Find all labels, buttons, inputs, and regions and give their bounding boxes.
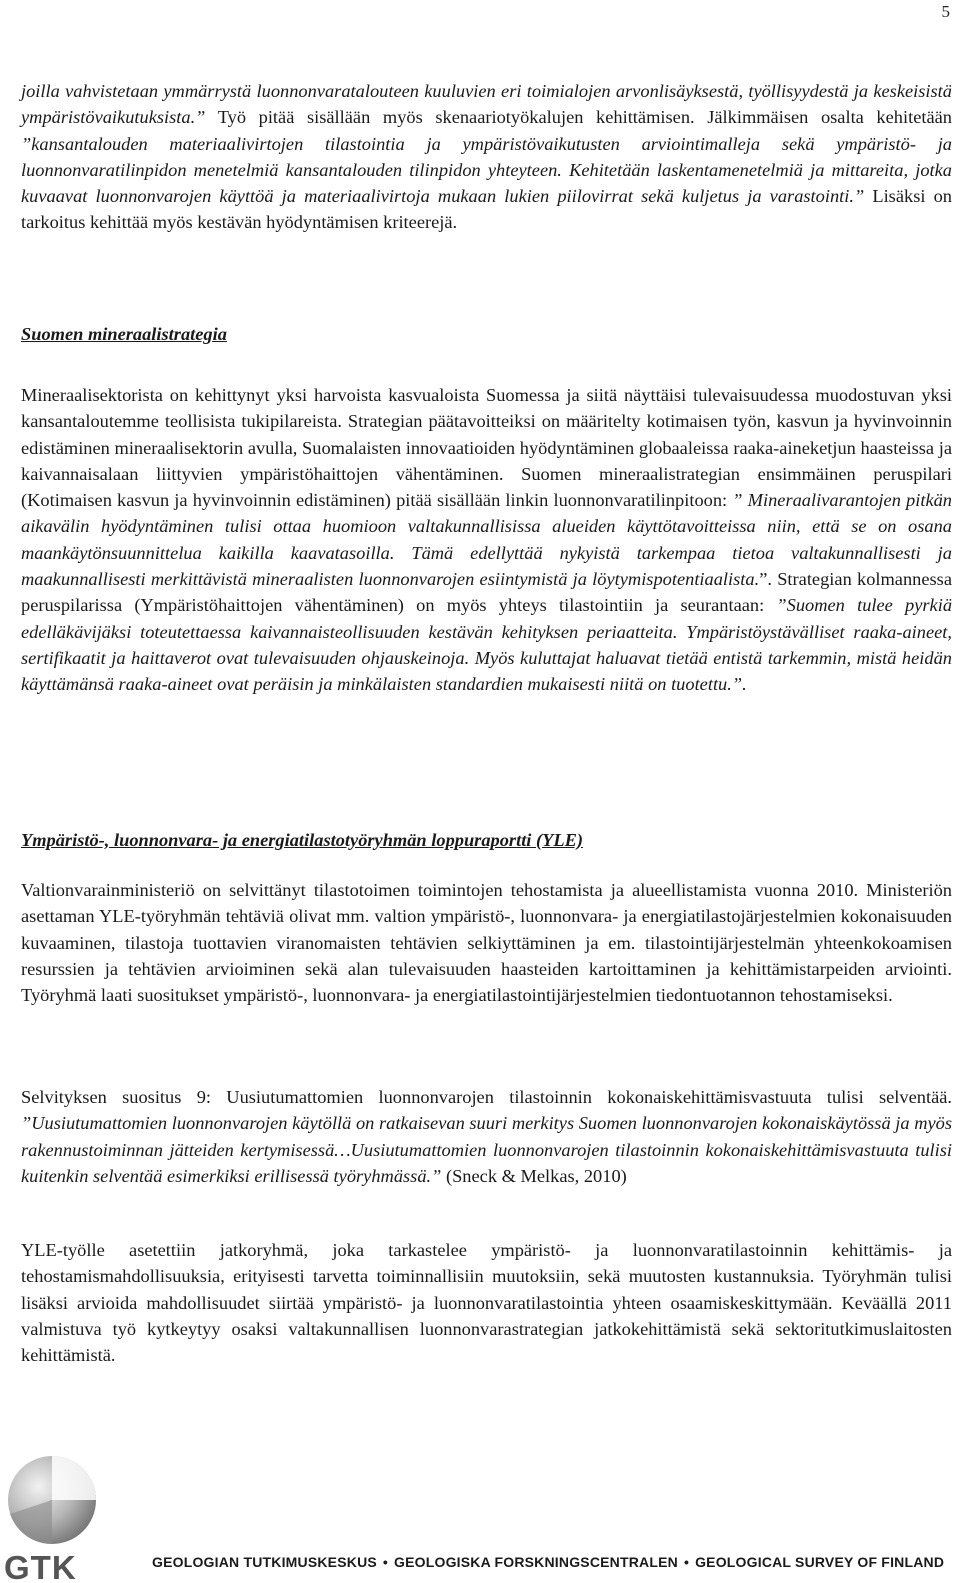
body-text: Työ pitää sisällään myös skenaariotyökalujen kehittämisen. Jälkimmäisen osalta kehitetään bbox=[205, 107, 952, 128]
quote-text: ”Uusiutumattomien luonnonvarojen käytöllä on ratkaisevan suuri merkitys Suomen luonnonvarojen kokonaiskäytössä ja myös rakennustoiminnan jätteiden kertymisessä…Uusiutumattomien luonnonvarojen tilastoinnin kokonaiskehittämisvastuuta tulisi kuitenkin selventää esimerkiksi erillisessä työryhmässä.” bbox=[21, 1113, 952, 1186]
body-text: Selvityksen suositus 9: Uusiutumattomien luonnonvarojen tilastoinnin kokonaiskehittämisvastuuta tulisi selventää. bbox=[21, 1087, 952, 1107]
org-name-finnish: GEOLOGIAN TUTKIMUSKESKUS bbox=[152, 1554, 377, 1570]
footer bbox=[0, 1440, 960, 1583]
section-heading-yle-report: Ympäristö-, luonnonvara- ja energiatilastotyöryhmän loppuraportti (YLE) bbox=[21, 830, 583, 850]
quote-text: joilla vahvistetaan ymmärrystä luonnonvaratalouteen kuuluvien eri toimialojen arvonlisäyksestä, työllisyydestä ja keskeisistä ympäristövaikutuksista.” bbox=[21, 81, 952, 128]
bullet-separator: • bbox=[683, 1554, 690, 1570]
logo-text: GTK bbox=[4, 1549, 77, 1583]
quote-text: Kehitetään laskentamenetelmiä ja mittareita, jotka kuvaavat luonnonvarojen käyttöä ja materiaalivirtoja mukaan lukien piilovirrat sekä kuljetus ja varastointi.” bbox=[21, 159, 952, 207]
gtk-logo bbox=[0, 1440, 110, 1583]
quote-text: ”kansantalouden materiaalivirtojen tilastointia ja ympäristövaikutusten arviointimalleja sekä ympäristö- ja luonnonvaratilinpidon menetelmiä kansantalouden tilinpidon yhteyteen. bbox=[21, 133, 952, 180]
paragraph-natural-resource-accounting bbox=[21, 78, 952, 236]
quote-text: ” Mineraalivarantojen pitkän aikavälin hyödyntäminen tulisi ottaa huomioon valtakunnallisissa alueiden käyttötavoitteissa niin, että se on osana maankäytönsuunnittelua kaikilla kaavatasoilla. Tämä edellyttää nykyistä tarkempaa tietoa valtakunnallisesti ja maakunnallisesti merkittävistä mineraalisten luonnonvarojen esiintymistä ja löytymispotentiaalista. bbox=[21, 490, 953, 590]
body-text: Mineraalisektorista on kehittynyt yksi harvoista kasvualoista Suomessa ja siitä näyttäisi tulevaisuudessa muodostuvan yksi kansantaloutemme teollisista tukipilareista. Strategian päätavoitteiksi on määritelty kotimaisen työn, kasvun ja hyvinvoinnin edistäminen mineraalisektorin avulla, Suomalaisten innovaatioiden hyödyntäminen globaaleissa raaka-aineketjun haasteissa ja kaivannaisalaan liittyvien ympäristöhaittojen vähentäminen. Suomen mineraalistrategian ensimmäinen peruspilari (Kotimaisen kasvun ja hyvinvoinnin edistäminen) pitää sisällään linkin luonnonvaratilinpitoon: bbox=[21, 385, 952, 511]
paragraph-recommendation-9 bbox=[21, 1084, 952, 1189]
body-text: Lisäksi on tarkoitus kehittää myös kestävän hyödyntämisen kriteerejä. bbox=[21, 186, 952, 233]
body-text: ”. Strategian kolmannessa peruspilarissa (Ympäristöhaittojen vähentäminen) on myös yhteys tilastointiin ja seurantaan: bbox=[21, 569, 952, 616]
bullet-separator: • bbox=[382, 1554, 389, 1570]
paragraph-follow-up-group: YLE-työlle asetettiin jatkoryhmä, joka tarkastelee ympäristö- ja luonnonvaratilastoinnin kehittämis- ja tehostamismahdollisuuksia, erityisesti tarvetta toiminnallisiin muutoksiin, sekä muutosten kustannuksia. Työryhmän tulisi lisäksi arvioida mahdollisuudet siirtää ympäristö- ja luonnonvaratilastointia yhteen osaamiskeskittymään. Keväällä 2011 valmistuva työ kytkeytyy osaksi valtakunnallisen luonnonvarastrategian jatkokehittämistä sekä sektoritutkimuslaitosten kehittämistä. bbox=[21, 1240, 952, 1366]
quote-text: ”Suomen tulee pyrkiä edelläkävijäksi toteutettaessa kaivannaisteollisuuden kestävän kehityksen periaatteita. Ympäristöystävälliset raaka-aineet, sertifikaatit ja haittaverot ovat tulevaisuuden ohjauskeinoja. Myös kuluttajat haluavat tietää entistä tarkemmin, mistä heidän käyttämänsä raaka-aineet ovat peräisin ja minkälaisten standardien mukaisesti niitä on tuotettu.”. bbox=[21, 595, 953, 695]
paragraph-yle-workgroup: Valtionvarainministeriö on selvittänyt tilastotoimen toimintojen tehostamista ja alueellistamista vuonna 2010. Ministeriön asettaman YLE-työryhmän tehtäviä olivat mm. valtion ympäristö-, luonnonvara- ja energiatilastojärjestelmien kokonaisuuden kuvaaminen, tilastoja tuottavien viranomaisten tehtävien selkiyttäminen ja em. tilastointijärjestelmän yhteenkokoamisen resurssien ja tehtävien arvioiminen sekä alan tulevaisuuden haasteiden kartoittaminen ja kehittämistarpeiden arviointi. Työryhmä laati suositukset ympäristö-, luonnonvara- ja energiatilastointijärjestelmien tiedontuotannon tehostamiseksi. bbox=[21, 880, 952, 1006]
section-heading-mineral-strategy: Suomen mineraalistrategia bbox=[21, 324, 227, 344]
citation: (Sneck & Melkas, 2010) bbox=[441, 1165, 627, 1186]
org-name-swedish: GEOLOGISKA FORSKNINGSCENTRALEN bbox=[394, 1554, 678, 1570]
paragraph-mineral-strategy bbox=[21, 382, 952, 698]
page-number: 5 bbox=[941, 2, 950, 21]
org-name-english: GEOLOGICAL SURVEY OF FINLAND bbox=[695, 1554, 945, 1570]
organization-names bbox=[152, 1554, 944, 1570]
